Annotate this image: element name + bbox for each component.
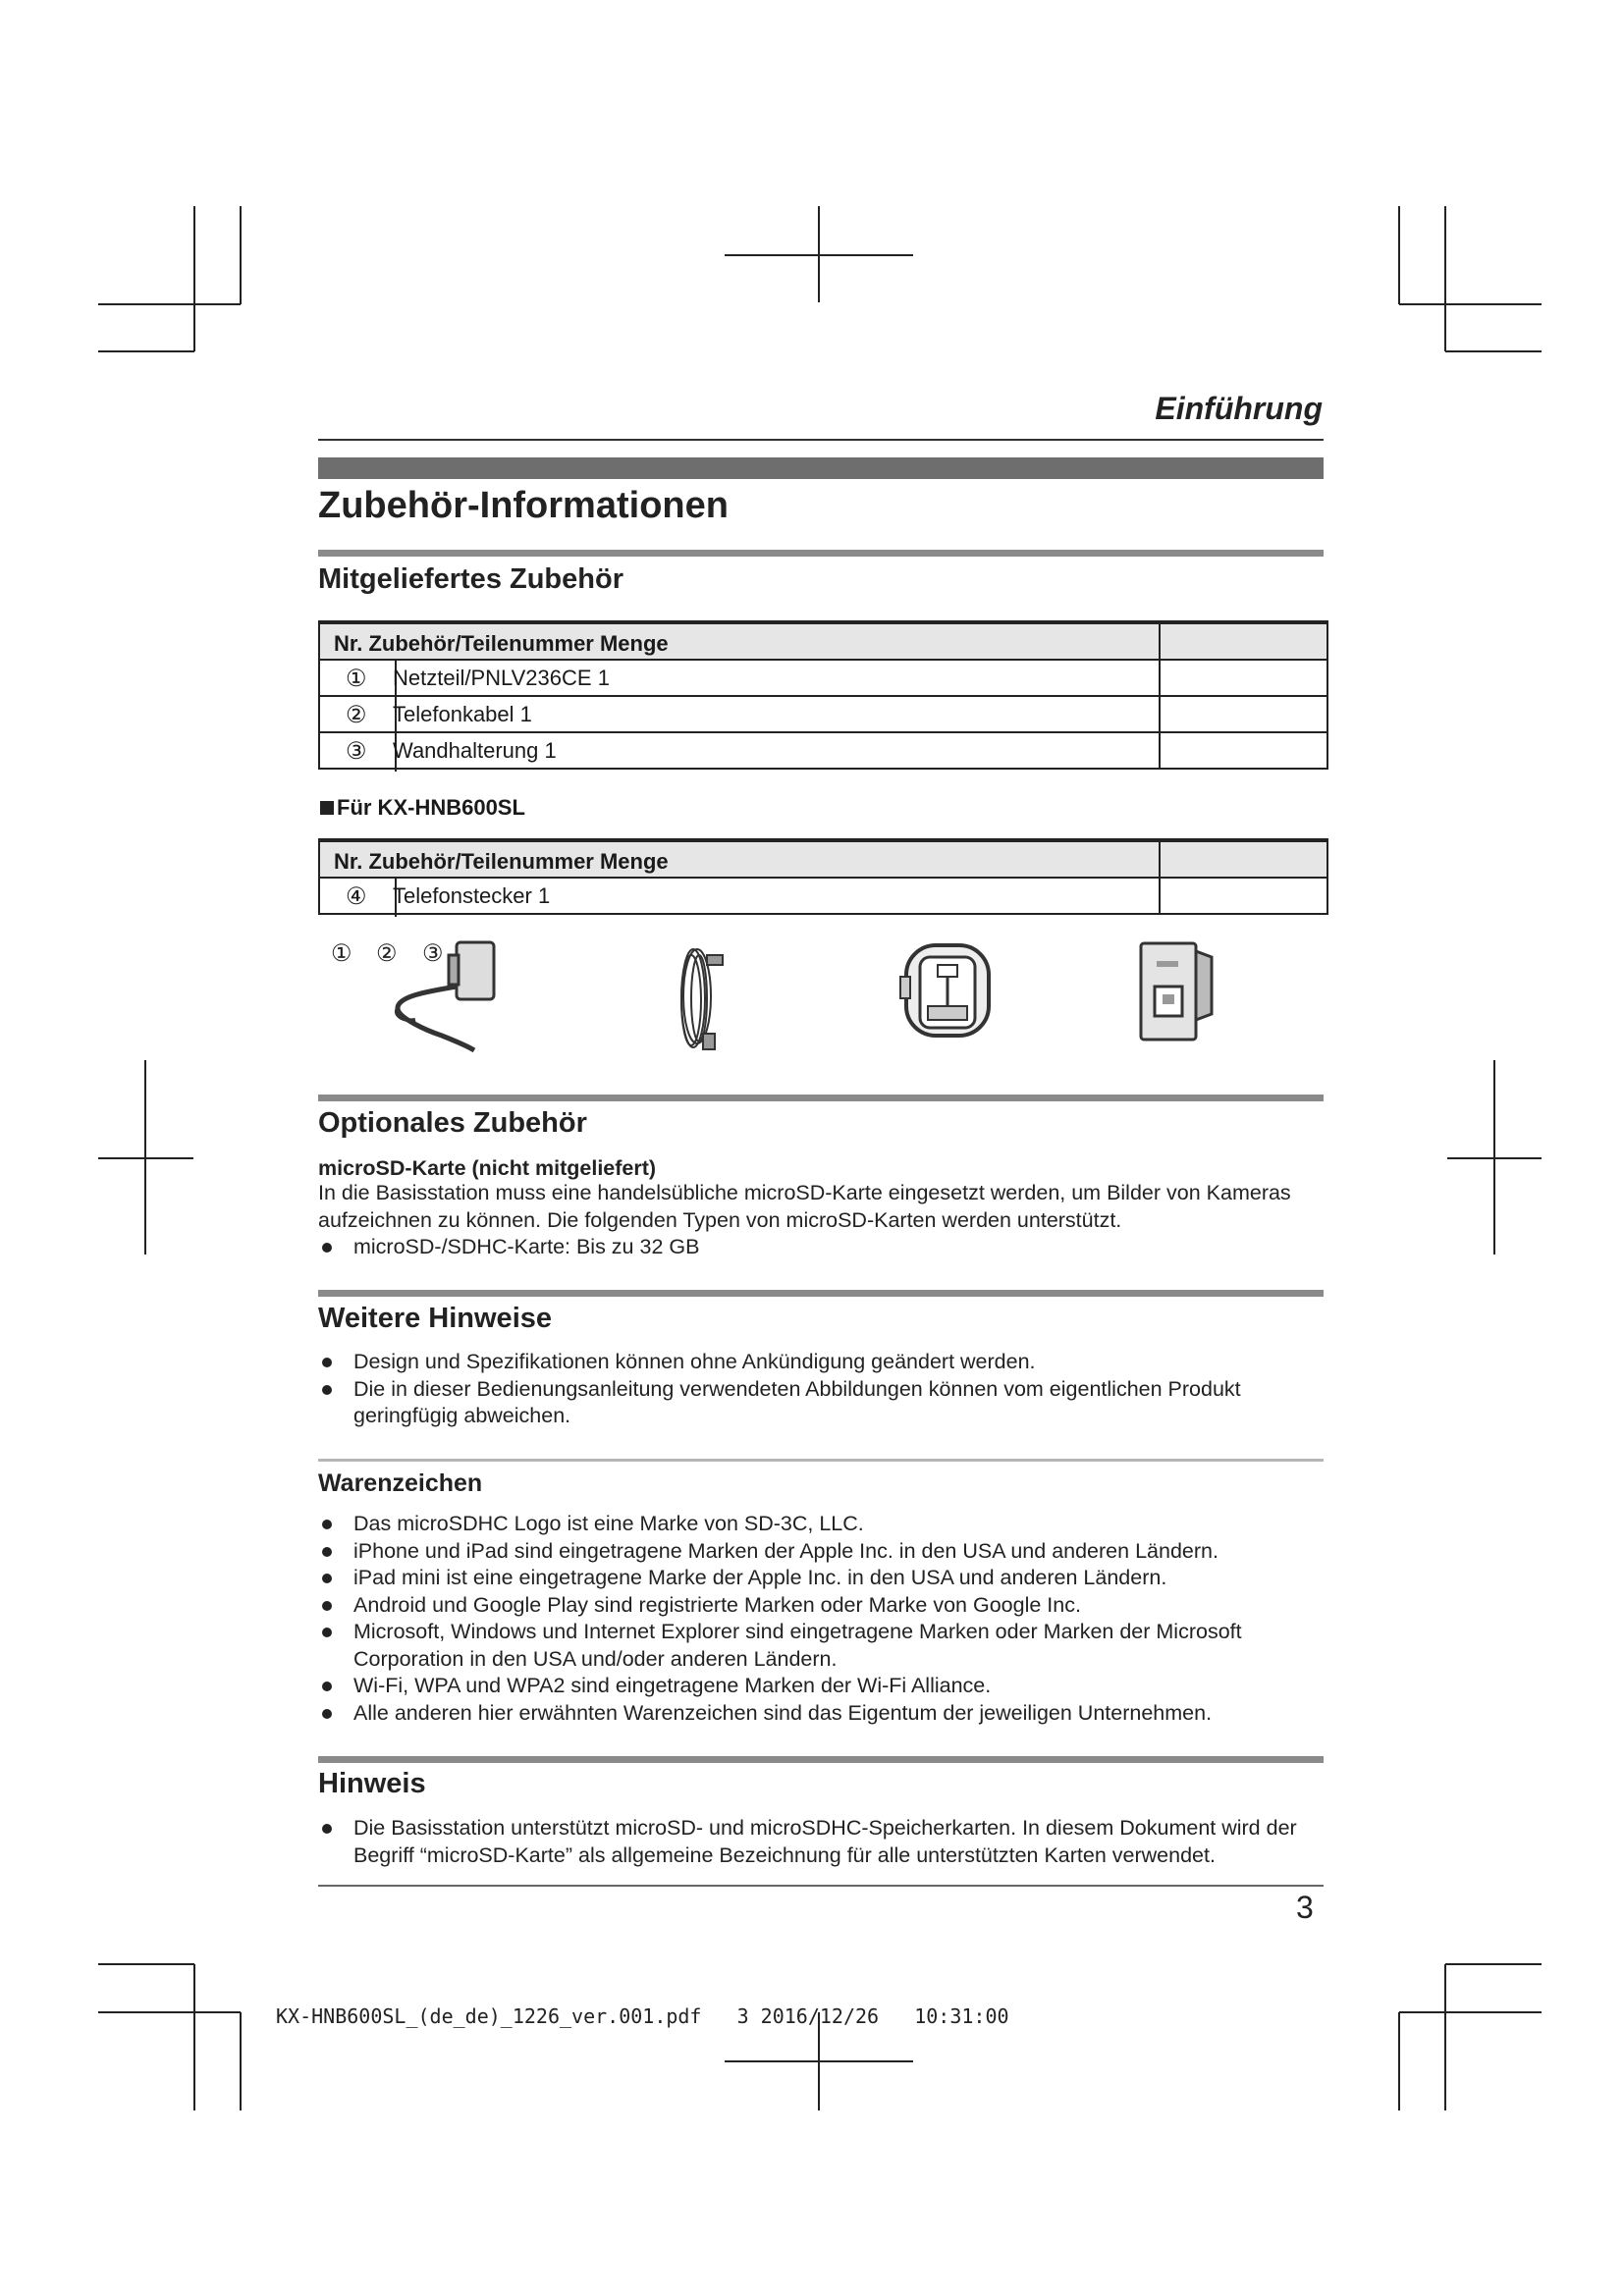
section-rule	[318, 1459, 1324, 1462]
table-row	[320, 695, 1326, 731]
page-title: Zubehör-Informationen	[318, 485, 729, 526]
hint-bullets	[318, 1815, 1329, 1869]
item-text: Netzteil/PNLV236CE 1	[393, 666, 610, 690]
item-number: ②	[346, 702, 367, 728]
header-rule	[318, 439, 1324, 441]
notes-heading: Weitere Hinweise	[318, 1303, 553, 1334]
telephone-plug-icon	[1129, 937, 1218, 1045]
optional-bullets	[318, 1234, 1329, 1261]
item-number: ③	[346, 738, 367, 765]
item-text: Telefonkabel 1	[393, 702, 532, 726]
print-footer: KX-HNB600SL_(de_de)_1226_ver.001.pdf 3 2016/12/26 10:31:00	[276, 2004, 1009, 2028]
list-item-text: Die Basisstation unterstützt microSD- und microSDHC-Speicherkarten. In diesem Dokument wird der Begriff “microSD-Karte” als allgemeine Bezeichnung für alle unterstützten Karten verwendet.	[353, 1816, 1297, 1867]
list-item-text: Die in dieser Bedienungsanleitung verwendeten Abbildungen können vom eigentlichen Produkt geringfügig abweichen.	[353, 1376, 1241, 1427]
item-text: Telefonstecker 1	[393, 883, 551, 908]
list-item-text: Microsoft, Windows und Internet Explorer sind eingetragene Marken oder Marken der Microsoft Corporation in den USA und/oder anderen Ländern.	[353, 1620, 1242, 1671]
trademarks-bullets	[318, 1511, 1329, 1727]
item-number: ①	[346, 666, 367, 692]
section-bar	[318, 550, 1324, 557]
list-item	[318, 1234, 1329, 1261]
list-item-text: Alle anderen hier erwähnten Warenzeichen sind das Eigentum der jeweiligen Unternehmen.	[353, 1700, 1213, 1725]
hint-heading: Hinweis	[318, 1768, 426, 1799]
list-item-text: Design und Spezifikationen können ohne Ankündigung geändert werden.	[353, 1350, 1036, 1373]
telephone-cord-icon	[658, 937, 736, 1060]
list-item-text: iPad mini ist eine eingetragene Marke der Apple Inc. in den USA und anderen Ländern.	[353, 1566, 1167, 1589]
footer-rule	[318, 1885, 1324, 1887]
included-heading: Mitgeliefertes Zubehör	[318, 563, 623, 595]
bullet-icon	[322, 1601, 332, 1611]
model-table	[318, 838, 1328, 915]
list-item-text: Wi-Fi, WPA und WPA2 sind eingetragene Marken der Wi-Fi Alliance.	[353, 1674, 992, 1697]
table-header: Nr. Zubehör/Teilenummer Menge	[334, 849, 669, 874]
list-item-text: Das microSDHC Logo ist eine Marke von SD-3C, LLC.	[353, 1512, 864, 1535]
bullet-icon	[322, 1628, 332, 1637]
optional-paragraph-line1: In die Basisstation muss eine handelsübliche microSD-Karte eingesetzt werden, um Bilder von Kameras	[318, 1181, 1291, 1204]
bullet-icon	[322, 1547, 332, 1557]
list-item	[318, 1349, 1329, 1376]
notes-bullets	[318, 1349, 1329, 1430]
table-row	[320, 659, 1326, 695]
list-item	[318, 1565, 1329, 1592]
list-item	[318, 1511, 1329, 1538]
item-text: Wandhalterung 1	[393, 738, 557, 763]
ac-adaptor-icon	[388, 937, 506, 1060]
table-row	[320, 731, 1326, 768]
list-item	[318, 1815, 1329, 1869]
table-header-row	[320, 840, 1326, 877]
list-item	[318, 1619, 1329, 1673]
figure-label: ①	[331, 940, 352, 967]
list-item-text: microSD-/SDHC-Karte: Bis zu 32 GB	[353, 1235, 700, 1258]
bullet-icon	[322, 1243, 332, 1253]
table-header-row	[320, 622, 1326, 659]
optional-paragraph-line2: aufzeichnen zu können. Die folgenden Typen von microSD-Karten werden unterstützt.	[318, 1208, 1122, 1232]
model-heading	[320, 795, 525, 821]
square-bullet-icon	[320, 801, 334, 815]
list-item-text: iPhone und iPad sind eingetragene Marken der Apple Inc. in den USA und anderen Ländern.	[353, 1538, 1218, 1563]
list-item	[318, 1538, 1329, 1566]
figure-label: ③	[422, 940, 444, 967]
list-item-text: Android und Google Play sind registrierte Marken oder Marke von Google Inc.	[353, 1592, 1081, 1617]
figure-label: ②	[376, 940, 398, 967]
section-bar	[318, 1290, 1324, 1297]
table-row	[320, 877, 1326, 913]
item-number: ④	[346, 883, 367, 910]
optional-heading: Optionales Zubehör	[318, 1107, 587, 1139]
bullet-icon	[322, 1824, 332, 1834]
section-label: Einführung	[1155, 391, 1323, 426]
trademarks-heading: Warenzeichen	[318, 1469, 483, 1497]
model-heading-text: Für KX-HNB600SL	[337, 795, 525, 820]
table-header: Nr. Zubehör/Teilenummer Menge	[334, 631, 669, 656]
page-number: 3	[1296, 1890, 1314, 1925]
list-item	[318, 1700, 1329, 1728]
section-bar	[318, 1095, 1324, 1101]
bullet-icon	[322, 1520, 332, 1529]
bullet-icon	[322, 1709, 332, 1719]
list-item	[318, 1376, 1329, 1430]
optional-subheading: microSD-Karte (nicht mitgeliefert)	[318, 1156, 657, 1180]
bullet-icon	[322, 1385, 332, 1395]
bullet-icon	[322, 1358, 332, 1367]
title-bar	[318, 457, 1324, 479]
bullet-icon	[322, 1574, 332, 1583]
included-table	[318, 620, 1328, 770]
wall-mount-bracket-icon	[898, 937, 997, 1045]
list-item	[318, 1592, 1329, 1620]
section-bar	[318, 1756, 1324, 1763]
bullet-icon	[322, 1682, 332, 1691]
list-item	[318, 1673, 1329, 1700]
